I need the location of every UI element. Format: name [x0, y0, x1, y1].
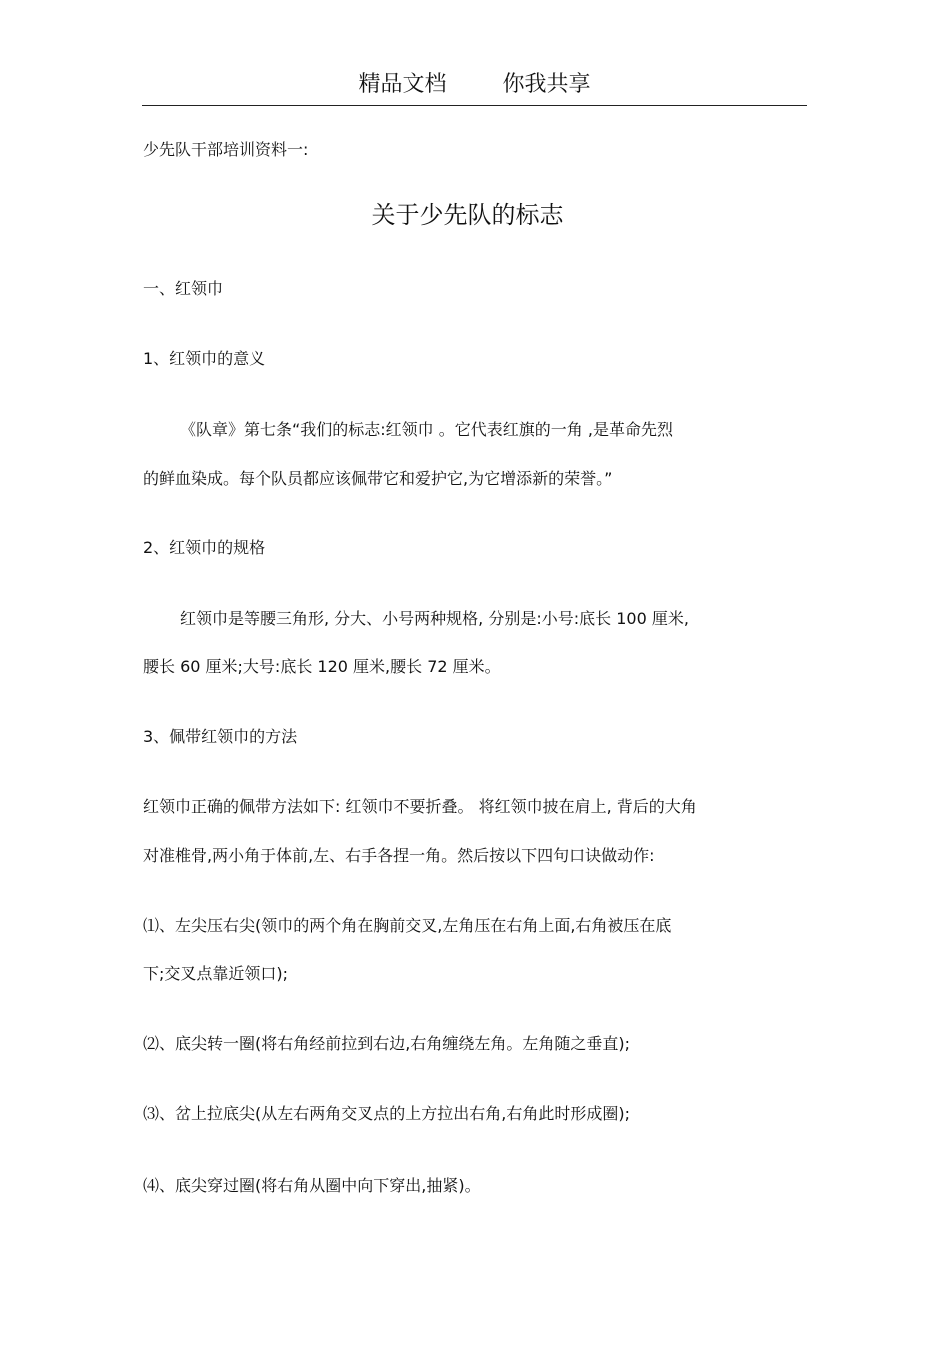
header-left-text: 精品文档 [358, 72, 447, 97]
subheading-wearing-method: 3、佩带红领巾的方法 [143, 727, 298, 746]
subheading-specification: 2、红领巾的规格 [143, 538, 266, 557]
paragraph-meaning-line-1: 《队章》第七条“我们的标志:红领巾 。它代表红旗的一角 ,是革命先烈 [180, 420, 673, 439]
step-3: ⑶、岔上拉底尖(从左右两角交叉点的上方拉出右角,右角此时形成圈); [143, 1104, 630, 1123]
step-1-line-2: 下;交叉点靠近领口); [143, 964, 289, 983]
section-heading-red-scarf: 一、红领巾 [143, 279, 224, 298]
paragraph-meaning-line-2: 的鲜血染成。每个队员都应该佩带它和爱护它,为它增添新的荣誉。” [143, 469, 613, 488]
header-right-text: 你我共享 [502, 72, 591, 97]
document-subtitle: 少先队干部培训资料一: [143, 140, 309, 159]
paragraph-method-line-2: 对准椎骨,两小角于体前,左、右手各捏一角。然后按以下四句口诀做动作: [143, 846, 655, 865]
paragraph-specification-line-1: 红领巾是等腰三角形, 分大、小号两种规格, 分别是:小号:底长 100 厘米, [180, 609, 689, 628]
step-1-line-1: ⑴、左尖压右尖(领巾的两个角在胸前交叉,左角压在右角上面,右角被压在底 [143, 916, 672, 935]
page-header [142, 70, 807, 106]
paragraph-specification-line-2: 腰长 60 厘米;大号:底长 120 厘米,腰长 72 厘米。 [143, 657, 501, 676]
subheading-meaning: 1、红领巾的意义 [143, 349, 266, 368]
step-4: ⑷、底尖穿过圈(将右角从圈中向下穿出,抽紧)。 [143, 1176, 481, 1195]
document-title: 关于少先队的标志 [371, 201, 564, 229]
step-2: ⑵、底尖转一圈(将右角经前拉到右边,右角缠绕左角。左角随之垂直); [143, 1034, 630, 1053]
paragraph-method-line-1: 红领巾正确的佩带方法如下: 红领巾不要折叠。 将红领巾披在肩上, 背后的大角 [143, 797, 697, 816]
